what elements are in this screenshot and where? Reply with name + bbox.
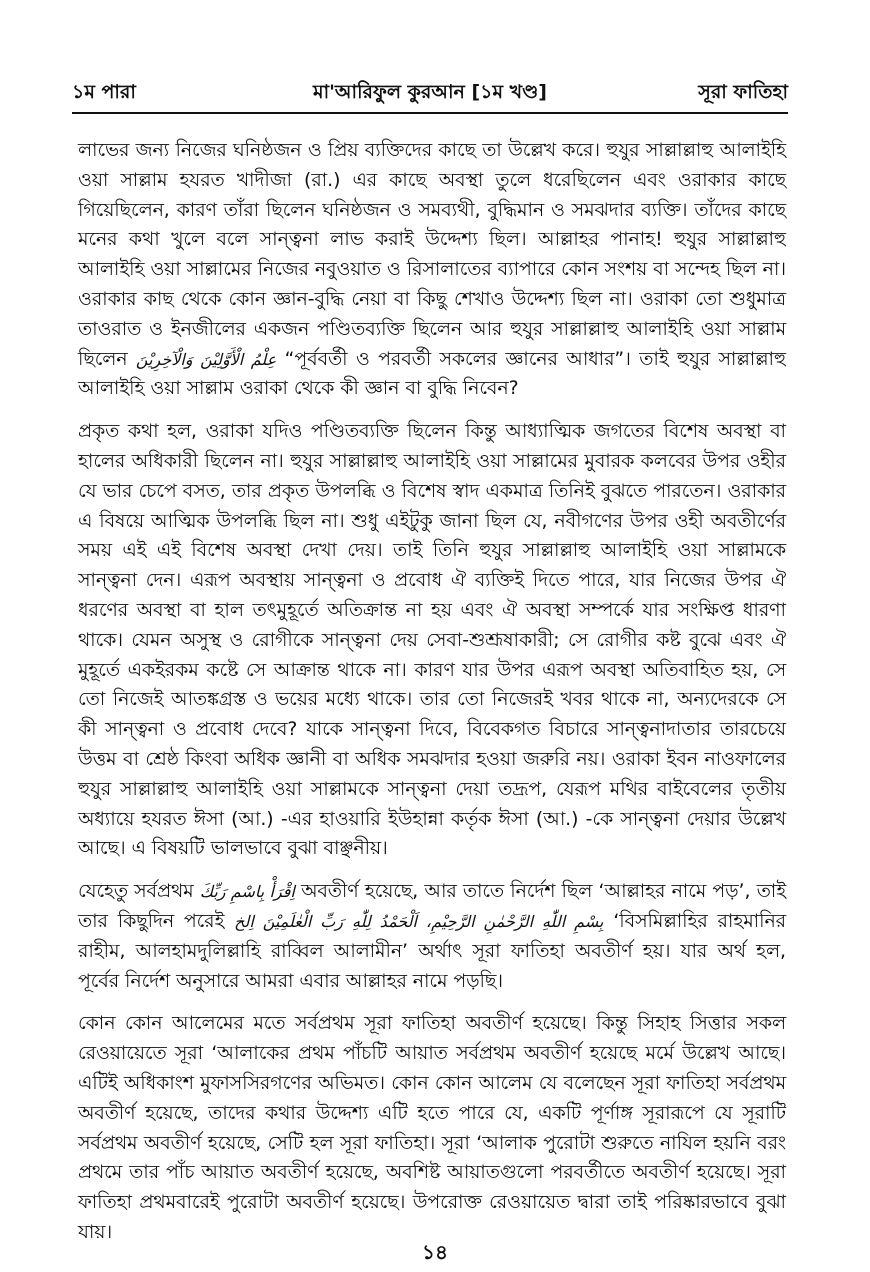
paragraph-1-text-1: লাভের জন্য নিজের ঘনিষ্ঠজন ও প্রিয় ব্যক্তিদের কাছে তা উল্লেখ করে। হুযুর সাল্লাল্লাহু আলাইহি ওয়া সাল্লাম হযরত খাদীজা (রা.) এর কাছে অবস্থা তুলে ধরেছিলেন এবং ওরাকার কাছে গিয়েছিলেন, কারণ তাঁরা ছিলেন ঘনিষ্ঠজন ও সমব্যথী, বুদ্ধিমান ও সমঝদার ব্যক্তি। তাঁদের কাছে মনের কথা খুলে বলে সান্ত্বনা লাভ করাই উদ্দেশ্য ছিল। আল্লাহর পানাহ! হুযুর সাল্লাল্লাহু আলাইহি ওয়া সাল্লামের নিজের নবুওয়াত ও রিসালাতের ব্যাপারে কোন সংশয় বা সন্দেহ ছিল না। ওরাকার কাছ থেকে কোন জ্ঞান-বুদ্ধি নেয়া বা কিছু শেখাও উদ্দেশ্য ছিল না। ওরাকা তো শুধুমাত্র তাওরাত ও ইনজীলের একজন পণ্ডিতব্যক্তি ছিলেন আর হুযুর সাল্লাল্লাহু আলাইহি ওয়া সাল্লাম ছিলেন [78,140,786,370]
paragraph-3-text-2: অবতীর্ণ হয়েছে, আর তাতে নির্দেশ ছিল ‘আল্লাহর নামে পড়’, তাই তার কিছুদিন পরেই [78,881,787,932]
paragraph-1-arabic-phrase: عِلْمُ الْأَوَّلِيْنَ وَالْآخِرِيْنَ [135,349,277,369]
page-number: ১৪ [422,1240,448,1264]
paragraph-3-text-3: ‘বিসমিল্লাহির রাহমানির রাহীম, আলহামদুলিল্লাহি রাব্বিল আলামীন’ অর্থাৎ সূরা ফাতিহা অবতীর্ণ হয়। যার অর্থ হল, পূর্বের নির্দেশ অনুসারে আমরা এবার আল্লাহর নামে পড়ছি। [78,910,786,992]
header-part-label: ১ম পারা [72,81,136,103]
paragraph-3 [78,877,786,996]
page-body [78,136,786,1261]
paragraph-2 [78,417,786,864]
header-book-title: মা'আরিফুল কুরআন [১ম খণ্ড] [313,81,547,103]
header-surah-name: সূরা ফাতিহা [698,81,788,103]
paragraph-3-arabic-bismillah: بِسْمِ اللّٰهِ الرَّحْمٰنِ الرَّحِيْمِ، اَلْحَمْدُ لِلّٰهِ رَبِّ الْعٰلَمِيْنَ اِلخ [234,911,604,931]
header-rule [72,112,788,114]
paragraph-3-arabic-iqra: اِقْرَأْ بِاسْمِ رَبِّكَ [199,882,295,902]
running-header [72,78,788,112]
paragraph-1 [78,136,786,404]
paragraph-4-text: কোন কোন আলেমের মতে সর্বপ্রথম সূরা ফাতিহা অবতীর্ণ হয়েছে। কিন্তু সিহাহ সিত্তার সকল রেওয়ায়েতে সূরা ‘আলাকের প্রথম পাঁচটি আয়াত সর্বপ্রথম অবতীর্ণ হয়েছে মর্মে উল্লেখ আছে। এটিই অধিকাংশ মুফাসসিরগণের অভিমত। কোন কোন আলেম যে বলেছেন সূরা ফাতিহা সর্বপ্রথম অবতীর্ণ হয়েছে, তাদের কথার উদ্দেশ্য এটি হতে পারে যে, একটি পূর্ণাঙ্গ সূরারূপে যে সূরাটি সর্বপ্রথম অবতীর্ণ হয়েছে, সেটি হল সূরা ফাতিহা। সূরা ‘আলাক পুরোটা শুরুতে নাযিল হয়নি বরং প্রথমে তার পাঁচ আয়াত অবতীর্ণ হয়েছে, অবশিষ্ট আয়াতগুলো পরবর্তীতে অবতীর্ণ হয়েছে। সূরা ফাতিহা প্রথমবারেই পুরোটা অবতীর্ণ হয়েছে। উপরোক্ত রেওয়ায়েত দ্বারা তাই পরিষ্কারভাবে বুঝা যায়। [78,1013,786,1243]
paragraph-4 [78,1009,786,1247]
paragraph-3-text-1: যেহেতু সর্বপ্রথম [78,881,200,903]
paragraph-2-text: প্রকৃত কথা হল, ওরাকা যদিও পণ্ডিতব্যক্তি ছিলেন কিন্তু আধ্যাত্মিক জগতের বিশেষ অবস্থা বা হালের অধিকারী ছিলেন না। হুযুর সাল্লাল্লাহু আলাইহি ওয়া সাল্লামের মুবারক কলবের উপর ওহীর যে ভার চেপে বসত, তার প্রকৃত উপলব্ধি ও বিশেষ স্বাদ একমাত্র তিনিই বুঝতে পারতেন। ওরাকার এ বিষয়ে আত্মিক উপলব্ধি ছিল না। শুধু এইটুকু জানা ছিল যে, নবীগণের উপর ওহী অবতীর্ণের সময় এই এই বিশেষ অবস্থা দেখা দেয়। তাই তিনি হুযুর সাল্লাল্লাহু আলাইহি ওয়া সাল্লামকে সান্ত্বনা দেন। এরূপ অবস্থায় সান্ত্বনা ও প্রবোধ ঐ ব্যক্তিই দিতে পারে, যার নিজের উপর ঐ ধরণের অবস্থা বা হাল তৎমুহূর্তে অতিক্রান্ত না হয় এবং ঐ অবস্থা সম্পর্কে যার সংক্ষিপ্ত ধারণা থাকে। যেমন অসুস্থ ও রোগীকে সান্ত্বনা দেয় সেবা-শুশ্রূষাকারী; সে রোগীর কষ্ট বুঝে এবং ঐ মুহূর্তে একইরকম কষ্টে সে আক্রান্ত থাকে না। কারণ যার উপর এরূপ অবস্থা অতিবাহিত হয়, সে তো নিজেই আতঙ্কগ্রস্ত ও ভয়ের মধ্যে থাকে। তার তো নিজেরই খবর থাকে না, অন্যদেরকে সে কী সান্ত্বনা ও প্রবোধ দেবে? যাকে সান্ত্বনা দিবে, বিবেকগত বিচারে সান্ত্বনাদাতার তারচেয়ে উত্তম বা শ্রেষ্ঠ কিংবা অধিক জ্ঞানী বা অধিক সমঝদার হওয়া জরুরি নয়। ওরাকা ইবন নাওফালের হুযুর সাল্লাল্লাহু আলাইহি ওয়া সাল্লামকে সান্ত্বনা দেয়া তদ্রূপ, যেরূপ মথির বাইবেলের তৃতীয় অধ্যায়ে হযরত ঈসা (আ.) -এর হাওয়ারি ইউহান্না কর্তৃক ঈসা (আ.) -কে সান্ত্বনা দেয়ার উল্লেখ আছে। এ বিষয়টি ভালভাবে বুঝা বাঞ্ছনীয়। [78,421,786,860]
paragraph-1-text-2: “পূর্ববর্তী ও পরবর্তী সকলের জ্ঞানের আধার”। তাই হুযুর সাল্লাল্লাহু আলাইহি ওয়া সাল্লাম ওরাকা থেকে কী জ্ঞান বা বুদ্ধি নিবেন? [78,348,786,400]
